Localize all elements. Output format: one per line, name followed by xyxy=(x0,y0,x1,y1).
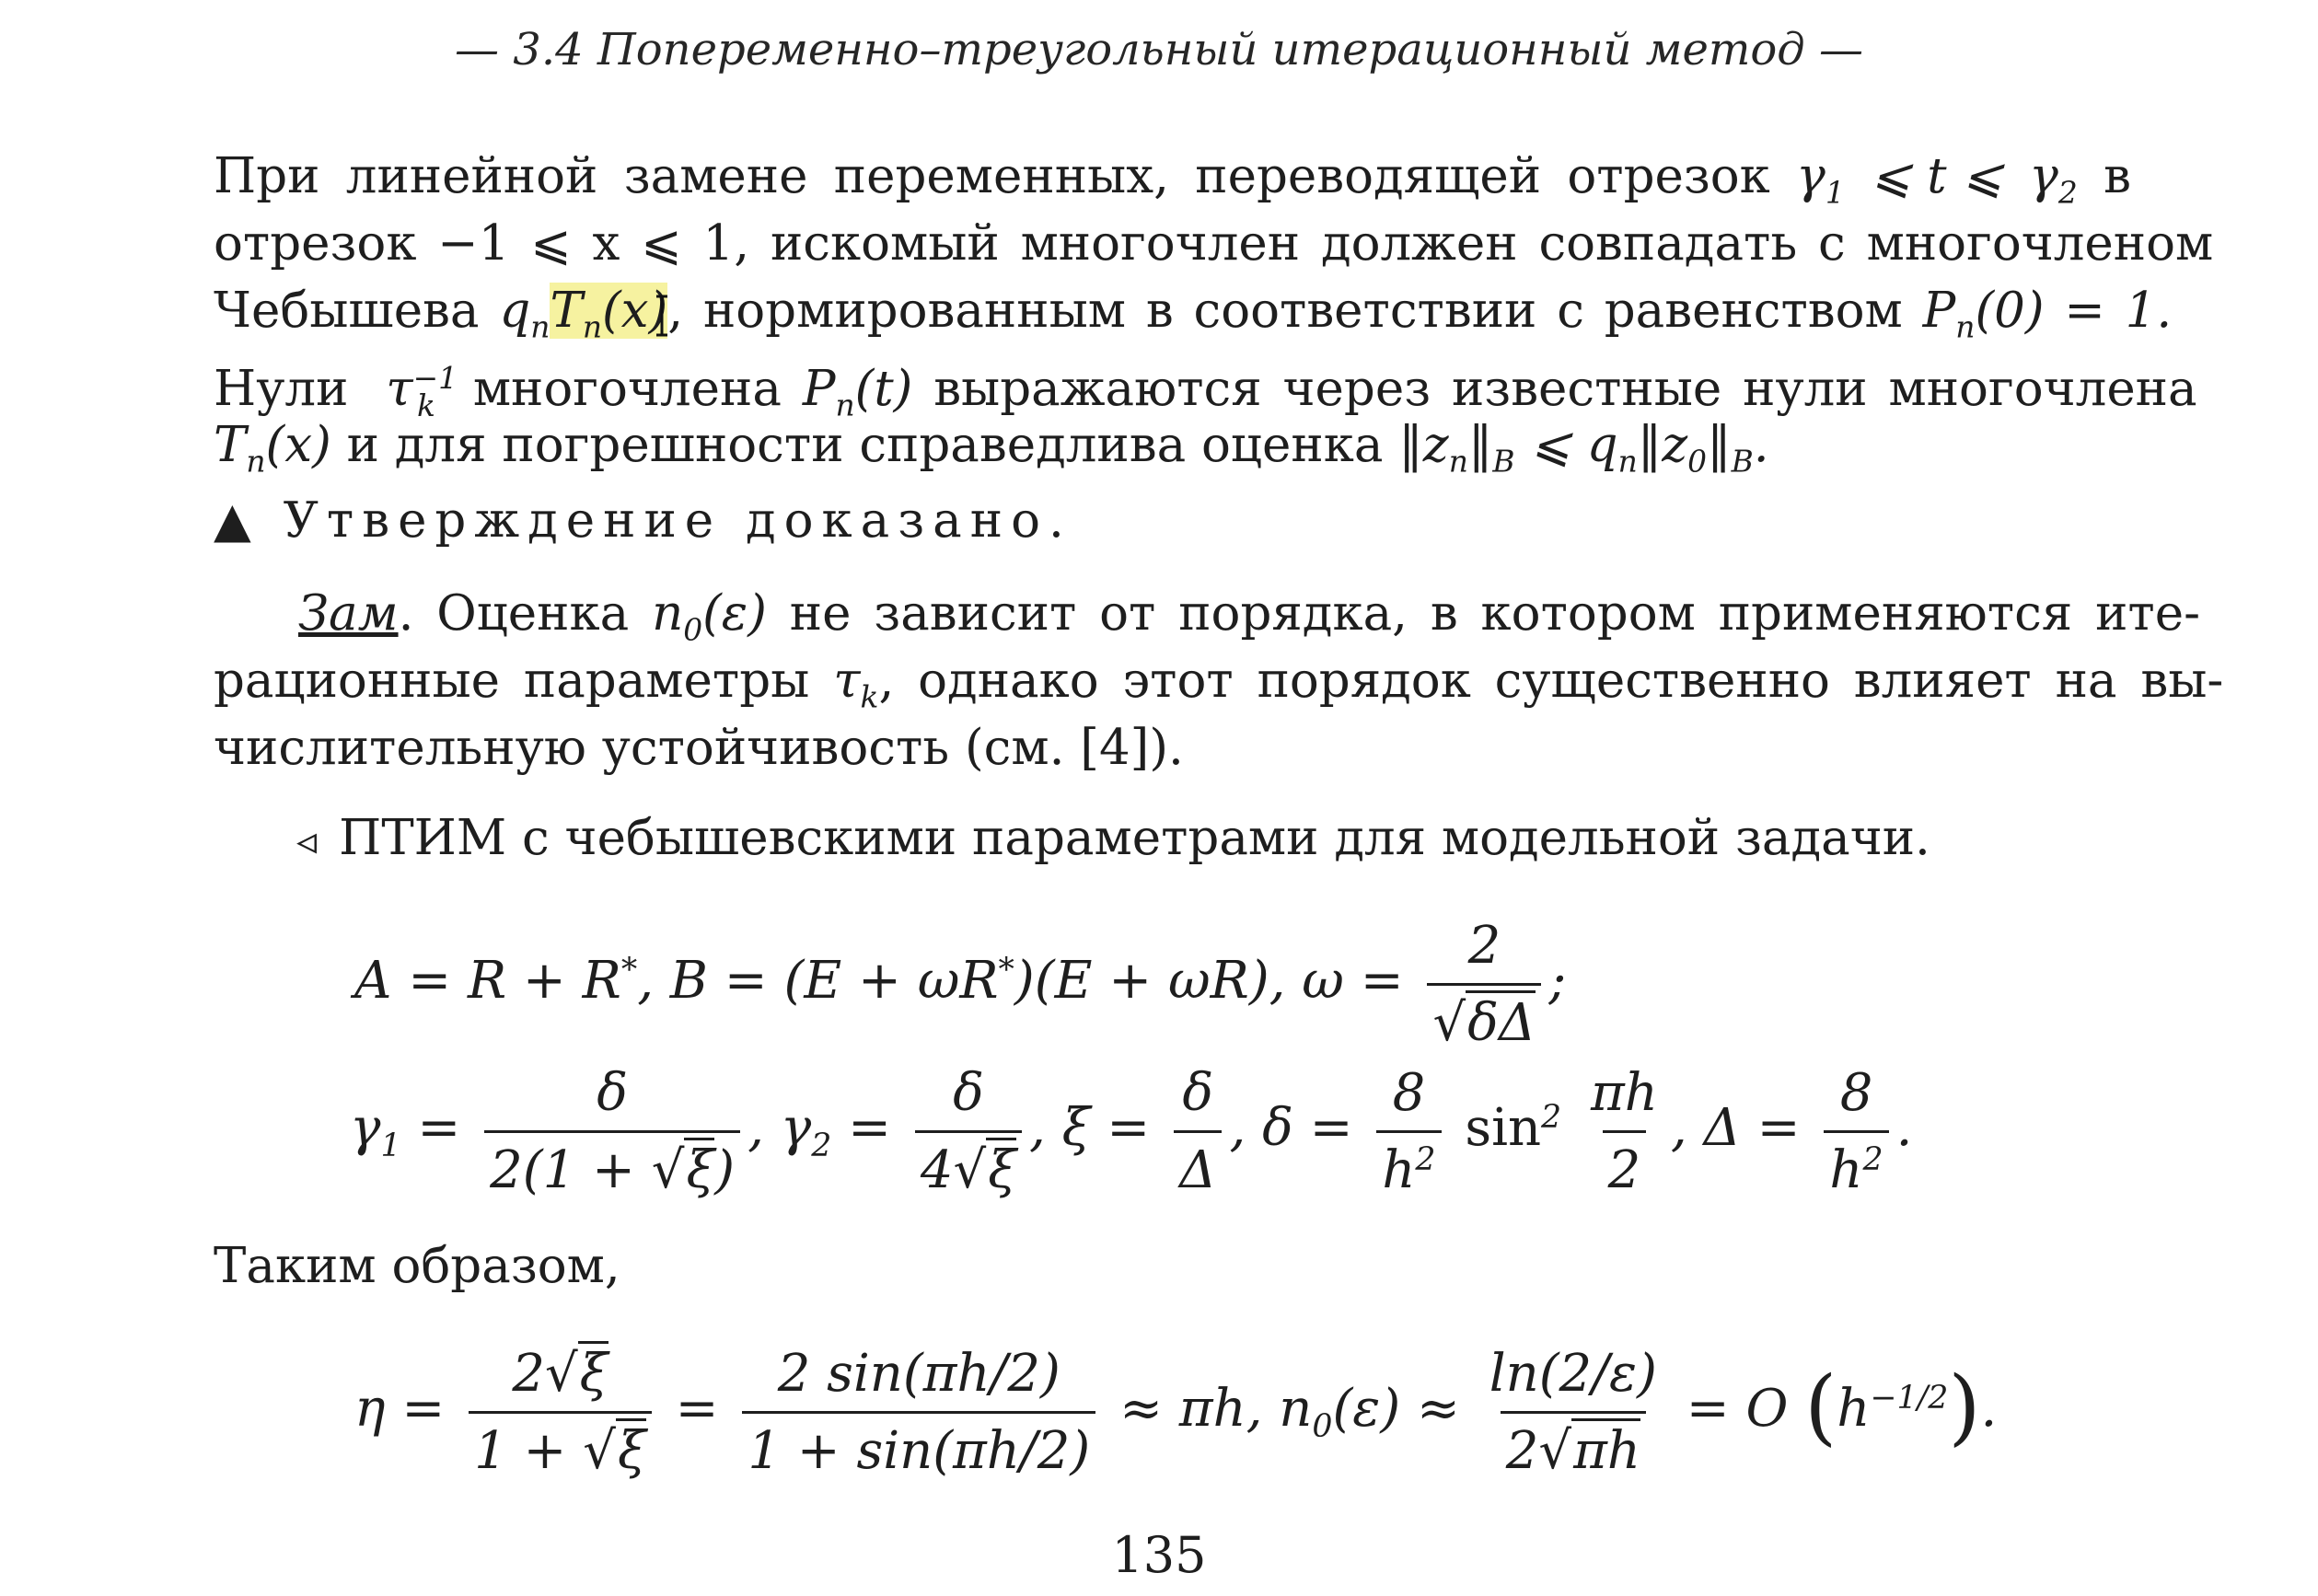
word: в xyxy=(2104,148,2131,204)
part: 2 xyxy=(1505,1421,1539,1481)
denominator: 2 xyxy=(1603,1130,1647,1200)
word: отрезок xyxy=(1567,148,1770,204)
part: 1 + xyxy=(474,1421,584,1481)
text: . Оценка xyxy=(398,585,653,642)
math-estimate xyxy=(1398,417,1769,480)
gamma2-fraction xyxy=(915,1063,1022,1200)
subscript: n xyxy=(1617,443,1638,480)
page-header: — 3.4 Попеременно–треугольный итерационный метод — xyxy=(455,24,1863,75)
eq-part: )(E + ωR), ω = xyxy=(1014,951,1404,1011)
math-inequality: ⩽ t ⩽ xyxy=(1871,148,2003,204)
proof-end: ▲ Утверждение доказано. xyxy=(214,492,1072,549)
math-pn-t xyxy=(802,361,913,423)
part: 2 xyxy=(512,1344,545,1404)
numerator: δ xyxy=(953,1063,984,1123)
word: Нули xyxy=(214,361,349,418)
subscript: n xyxy=(1955,308,1976,345)
subscript: n xyxy=(246,443,266,480)
numerator: δ xyxy=(597,1063,628,1123)
equals: = xyxy=(848,1098,892,1158)
math-tn-x xyxy=(214,417,331,480)
part: ‖z xyxy=(1398,417,1449,473)
paragraph-1-line-1 xyxy=(214,143,2131,210)
superscript: 2 xyxy=(1415,1140,1436,1178)
denominator: 4√ξ xyxy=(915,1130,1022,1200)
eq-part: . xyxy=(1980,1379,1998,1439)
equation-1 xyxy=(354,916,1566,1053)
part: ⩽ q xyxy=(1514,417,1618,473)
example-title: ПТИМ с чебышевскими параметрами для модельной задачи. xyxy=(339,810,1930,866)
tau: τ xyxy=(833,653,861,709)
numerator: 2√ξ xyxy=(506,1344,613,1411)
example-heading xyxy=(296,810,1930,866)
subscript: 0 xyxy=(1312,1408,1333,1446)
word: замене xyxy=(623,148,808,204)
delta: δ = xyxy=(1262,1098,1353,1158)
gamma: γ xyxy=(350,1098,381,1158)
math-tau-k-inverse xyxy=(386,360,458,423)
part: ‖ xyxy=(1467,417,1493,473)
xi-fraction xyxy=(1174,1063,1222,1200)
arg: (x) xyxy=(265,417,331,473)
math-qn xyxy=(499,283,551,345)
numerator: 8 xyxy=(1839,1063,1873,1123)
equation-2: $\gamma_1$ = $\frac{\delta}{2(1 + √\xi)}$ , $\gamma_2$ = $\frac{\delta}{4√\xi}$ , ξ = $\frac{\delta}{\Delta}$ , δ = $\frac{8}{h^2}$ $\sin^2$ $\frac{\pi h}{2}$ , Δ = $\frac{8}{h^2}$ . xyxy=(350,1063,1913,1200)
word: Чебышева xyxy=(214,283,480,339)
page-number: 135 xyxy=(1111,1526,1207,1584)
equals: = xyxy=(675,1379,719,1439)
part: ‖z xyxy=(1637,417,1688,473)
triangle-left-icon: ◃ xyxy=(296,817,318,864)
pi-h-fraction xyxy=(1585,1063,1663,1200)
h: h xyxy=(1829,1140,1863,1200)
tau: τ xyxy=(386,361,413,418)
equation-3 xyxy=(354,1344,1997,1481)
P: P xyxy=(1922,283,1956,339)
subscript: n xyxy=(1448,443,1468,480)
omega-fraction xyxy=(1427,916,1541,1053)
subscript: n xyxy=(530,308,551,345)
denominator: Δ xyxy=(1174,1130,1222,1200)
part: ) xyxy=(714,1140,736,1200)
paragraph-1-line-5 xyxy=(214,411,1769,479)
eq-part: ; xyxy=(1548,951,1567,1011)
delta-fraction xyxy=(1376,1063,1441,1200)
left-paren: ( xyxy=(1804,1359,1837,1455)
T: T xyxy=(550,283,583,339)
subscript: n xyxy=(835,387,855,423)
subscript: 1 xyxy=(1825,174,1845,211)
numerator: ln(2/ε) xyxy=(1489,1344,1657,1404)
eq-part: A = R + R xyxy=(354,951,621,1011)
denominator: √δΔ xyxy=(1427,983,1541,1053)
sin-fraction xyxy=(742,1344,1095,1481)
subscript: k xyxy=(417,387,435,423)
denominator xyxy=(1824,1130,1888,1200)
thus-text: Таким образом, xyxy=(214,1238,620,1294)
gamma: γ xyxy=(2029,148,2058,204)
denominator: 2(1 + √ξ) xyxy=(484,1130,740,1200)
word: При xyxy=(214,148,320,204)
P: P xyxy=(802,361,836,418)
math-gamma2 xyxy=(2029,143,2078,210)
text: выражаются через известные нули многочлена xyxy=(933,361,2197,418)
right-paren: ) xyxy=(1948,1359,1981,1455)
xi: ξ = xyxy=(1061,1098,1151,1158)
numerator: δ xyxy=(1182,1063,1214,1123)
numerator: 2 sin(πh/2) xyxy=(777,1344,1060,1404)
n: n xyxy=(1279,1379,1313,1439)
subscript: 1 xyxy=(380,1128,401,1165)
math-gamma1 xyxy=(1796,143,1845,210)
h: h xyxy=(1837,1379,1871,1439)
subscript: B xyxy=(1492,443,1515,480)
gamma: γ xyxy=(1796,148,1825,204)
word: многочлена xyxy=(472,361,782,418)
n: n xyxy=(652,585,684,642)
ln-fraction xyxy=(1484,1344,1663,1481)
superscript: −1 xyxy=(412,360,458,396)
sqrt-content: δΔ xyxy=(1466,990,1536,1053)
gamma: γ xyxy=(780,1098,812,1158)
sqrt-content: πh xyxy=(1571,1418,1640,1481)
part: 2(1 + xyxy=(490,1140,652,1200)
superscript: * xyxy=(620,951,638,989)
denominator: 1 + √ξ xyxy=(469,1411,652,1481)
math-pn xyxy=(1922,283,2173,345)
numerator: πh xyxy=(1590,1063,1658,1123)
text: , нормированным в соответствии с равенством xyxy=(667,283,1903,339)
eta: η = xyxy=(354,1379,446,1439)
big-o: = O xyxy=(1686,1379,1789,1439)
part: ‖ xyxy=(1707,417,1732,473)
eq-part: , B = (E + ωR xyxy=(637,951,999,1011)
text: не зависит от порядка, в котором применяются ите- xyxy=(766,585,2200,642)
gamma1-fraction xyxy=(484,1063,740,1200)
equals: = xyxy=(417,1098,461,1158)
sqrt-content: ξ xyxy=(684,1138,714,1200)
part: . xyxy=(1753,417,1769,473)
paragraph-1-line-4 xyxy=(214,344,2197,423)
subscript: k xyxy=(860,678,879,715)
paragraph-1-line-3 xyxy=(214,277,2172,344)
subscript: 0 xyxy=(683,611,703,648)
subscript: 0 xyxy=(1687,443,1708,480)
Delta: Δ = xyxy=(1703,1098,1801,1158)
numerator: 2 xyxy=(1467,916,1501,976)
T: T xyxy=(214,417,247,473)
remark-line-3: числительную устойчивость (см. [4]). xyxy=(214,720,1184,776)
remark-label: Зам xyxy=(298,585,399,642)
h: h xyxy=(1382,1140,1416,1200)
sqrt-content: ξ xyxy=(616,1418,646,1481)
eta-fraction xyxy=(469,1344,652,1481)
remark-line-1 xyxy=(298,580,2200,647)
Delta-fraction xyxy=(1824,1063,1888,1200)
subscript: 2 xyxy=(811,1128,832,1165)
denominator: 1 + sin(πh/2) xyxy=(742,1411,1095,1481)
text-cursor-icon xyxy=(655,295,668,337)
numerator: 8 xyxy=(1392,1063,1426,1123)
subscript: B xyxy=(1731,443,1754,480)
word: переводящей xyxy=(1195,148,1542,204)
arg: (t) xyxy=(854,361,913,418)
text: и для погрешности справедлива оценка xyxy=(330,417,1399,473)
arg: (ε) xyxy=(702,585,767,642)
eq-part: . xyxy=(1895,1098,1913,1158)
sin: sin xyxy=(1465,1098,1542,1158)
arg: (x) xyxy=(602,283,668,339)
math-n0 xyxy=(652,585,767,648)
superscript: * xyxy=(998,951,1014,989)
text: рационные параметры xyxy=(214,653,834,709)
text: , однако этот порядок существенно влияет на вы- xyxy=(878,653,2224,709)
arg: (ε) ≈ xyxy=(1332,1379,1460,1439)
sqrt-content: ξ xyxy=(578,1341,608,1404)
superscript: 2 xyxy=(1541,1098,1562,1136)
arg: (0) = 1. xyxy=(1975,283,2173,339)
highlighted-tn xyxy=(550,283,668,345)
word: переменных, xyxy=(833,148,1169,204)
superscript: −1/2 xyxy=(1870,1379,1949,1417)
word: линейной xyxy=(345,148,598,204)
sqrt-content: ξ xyxy=(986,1138,1016,1200)
subscript: n xyxy=(582,308,602,345)
remark-line-2 xyxy=(214,647,2223,714)
denominator xyxy=(1376,1130,1441,1200)
q: q xyxy=(499,283,531,339)
denominator: 2√πh xyxy=(1501,1411,1646,1481)
subscript: 2 xyxy=(2057,174,2078,211)
part: 4 xyxy=(920,1140,954,1200)
math-tau-k xyxy=(833,653,879,715)
superscript: 2 xyxy=(1862,1140,1883,1178)
approx: ≈ πh, xyxy=(1119,1379,1280,1439)
paragraph-1-line-2: отрезок −1 ⩽ x ⩽ 1, искомый многочлен должен совпадать с многочленом xyxy=(214,215,2214,272)
